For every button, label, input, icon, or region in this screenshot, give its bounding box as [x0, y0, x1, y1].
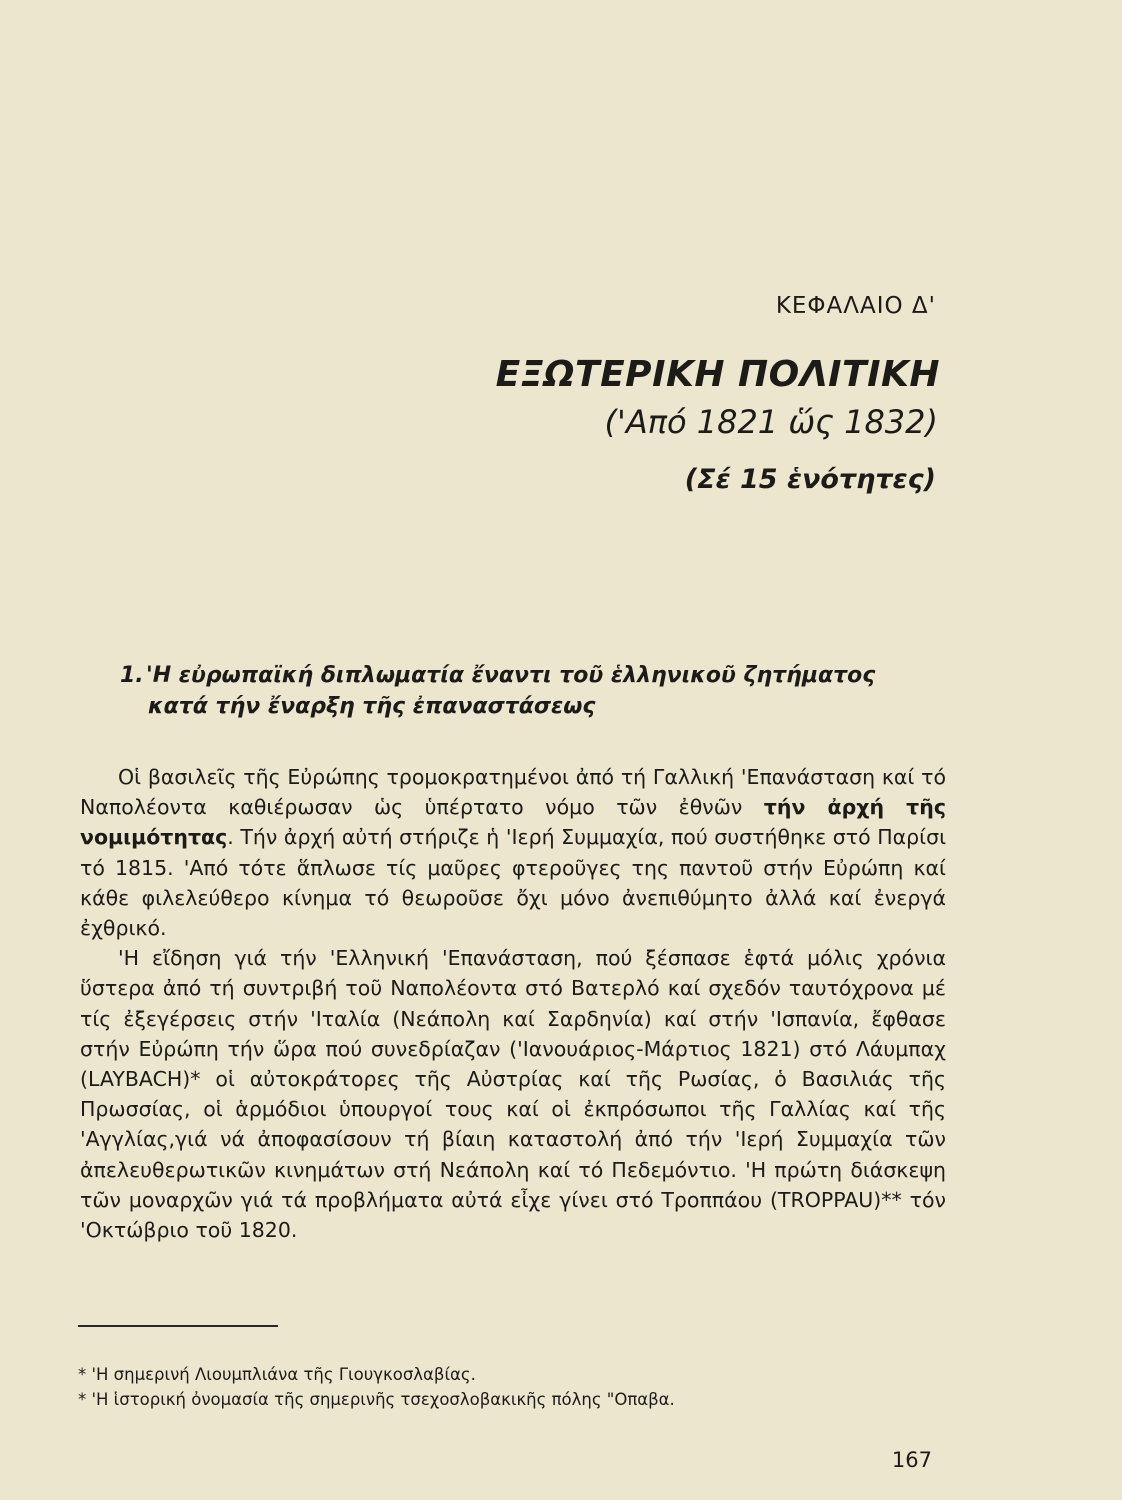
paragraph-1: [80, 762, 946, 943]
footnote-1: * 'Η σημερινή Λιουμπλιάνα τῆς Γιουγκοσλαβίας.: [78, 1365, 476, 1384]
chapter-label: ΚΕΦΑΛΑΙΟ Δ': [775, 293, 936, 319]
section-heading-line2: κατά τήν ἔναρξη τῆς ἐπαναστάσεως: [148, 694, 596, 719]
paragraph-1-bold: τήν ἀρχή τῆς νομιμότητας: [80, 795, 946, 850]
paragraph-2: 'Η εἴδηση γιά τήν 'Ελληνική 'Επανάσταση, πού ξέσπασε ἑφτά μόλις χρόνια ὕστερα ἀπό τή συντριβή τοῦ Ναπολέοντα στό Βατερλό καί σχεδόν ταυτόχρονα μέ τίς ἐξεγέρσεις στήν 'Ιταλία (Νεάπολη καί Σαρδηνία) καί στήν 'Ισπανία, ἔφθασε στήν Εὐρώπη τήν ὥρα πού συνεδρίαζαν ('Ιανουάριος-Μάρτιος 1821) στό Λάυμπαχ (LAYBACH)* οἱ αὐτοκράτορες τῆς Αὐστρίας καί τῆς Ρωσίας, ὁ Βασιλιάς τῆς Πρωσσίας, οἱ ἁρμόδιοι ὑπουργοί τους καί οἱ ἐκπρόσωποι τῆς Γαλλίας καί τῆς 'Αγγλίας,γιά νά ἀποφασίσουν τή βίαιη καταστολή ἀπό τήν 'Ιερή Συμμαχία τῶν ἀπελευθερωτικῶν κινημάτων στή Νεάπολη καί τό Πεδεμόντιο. 'Η πρώτη διάσκεψη τῶν μοναρχῶν γιά τά προβλήματα αὐτά εἶχε γίνει στό Τροππάου (TROPPAU)** τόν 'Οκτώβριο τοῦ 1820.: [80, 946, 946, 1243]
footnote-divider: [78, 1325, 278, 1327]
footnotes: [78, 1362, 978, 1412]
paragraph-1-start: Οἱ βασιλεῖς τῆς Εὐρώπης τρομοκρατημένοι ἀπό τή Γαλλική 'Επανάσταση καί τό Ναπολέοντα καθιέρωσαν ὡς ὑπέρτατο νόμο τῶν ἐθνῶν: [80, 765, 946, 820]
chapter-section-count: (Σέ 15 ἑνότητες): [684, 464, 936, 495]
section-heading-line1: 'Η εὐρωπαϊκή διπλωματία ἔναντι τοῦ ἑλληνικοῦ ζητήματος: [146, 663, 876, 688]
page-number: 167: [891, 1448, 932, 1472]
paragraph-1-end: . Τήν ἀρχή αὐτή στήριζε ἡ 'Ιερή Συμμαχία, πού συστήθηκε στό Παρίσι τό 1815. 'Από τότε ἅπλωσε τίς μαῦρες φτεροῦγες της παντοῦ στήν Εὐρώπη καί κάθε φιλελεύθερο κίνημα τό θεωροῦσε ὄχι μόνο ἀνεπιθύμητο ἀλλά καί ἐνεργά ἐχθρικό.: [80, 825, 946, 941]
body-text: [80, 762, 946, 1245]
section-number: 1.: [120, 663, 144, 688]
footnote-2: * 'Η ἱστορική ὀνομασία τῆς σημερινῆς τσεχοσλοβακικῆς πόλης "Οπαβα.: [78, 1390, 675, 1409]
section-heading: [120, 660, 980, 722]
chapter-title: ΕΞΩΤΕΡΙΚΗ ΠΟΛΙΤΙΚΗ: [495, 354, 940, 395]
chapter-date-range: ('Από 1821 ὥς 1832): [604, 403, 938, 441]
